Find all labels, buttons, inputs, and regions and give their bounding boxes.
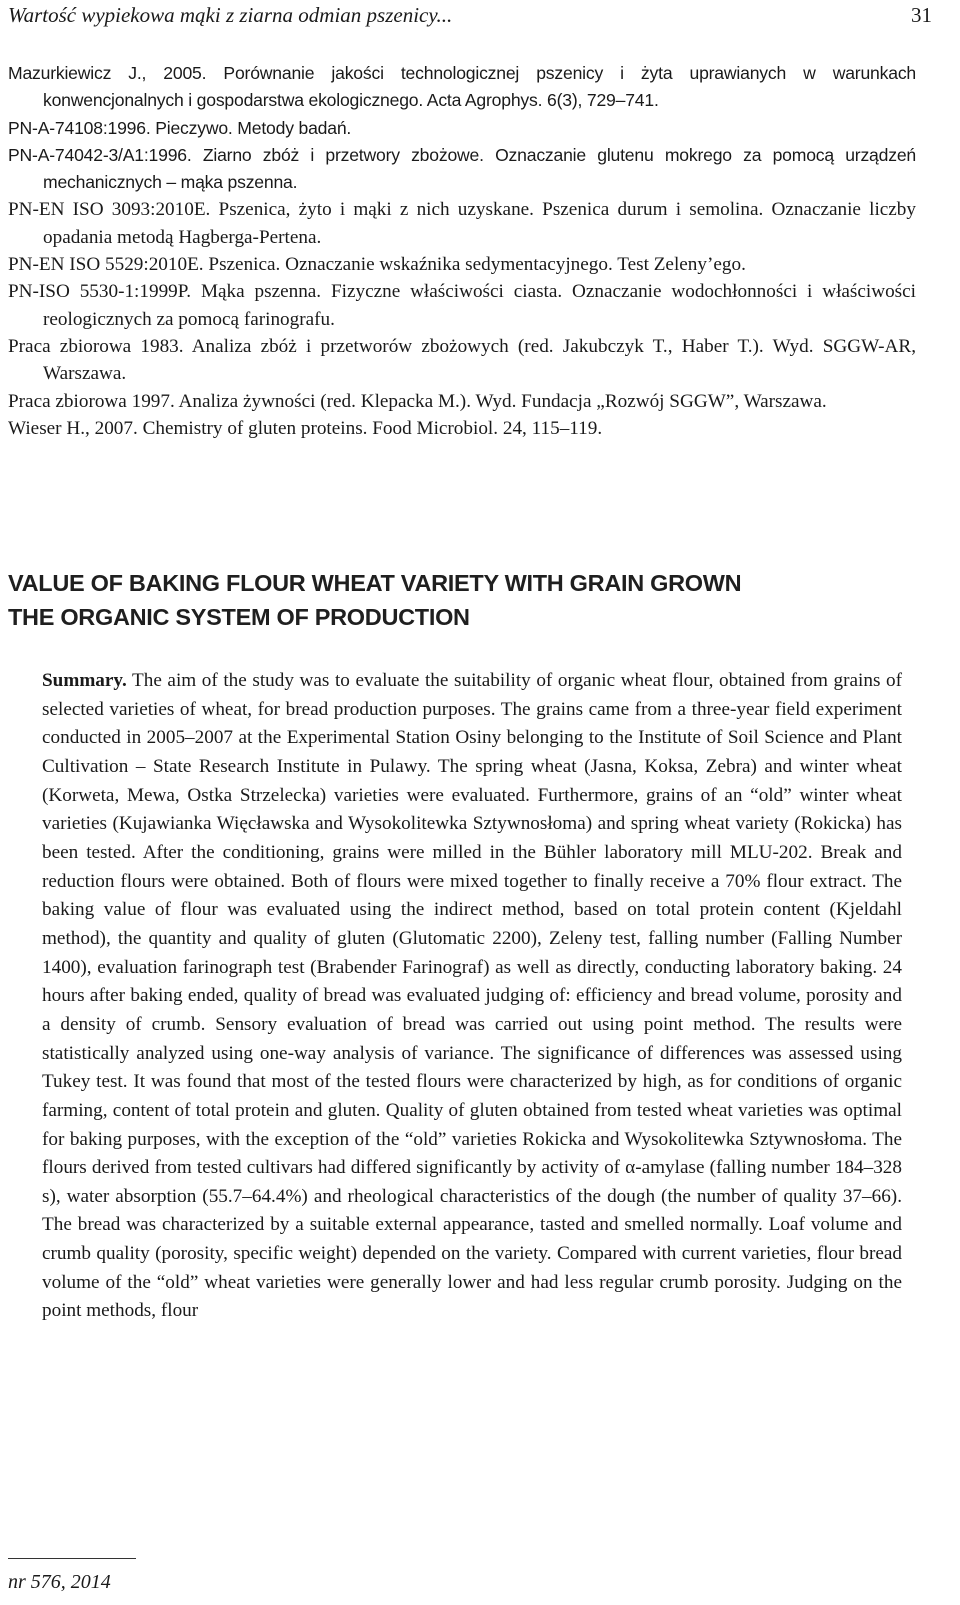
- english-title-line-2: THE ORGANIC SYSTEM OF PRODUCTION: [8, 604, 470, 630]
- reference-item: PN-EN ISO 3093:2010E. Pszenica, żyto i mąki z nich uzyskane. Pszenica durum i semolina. Oznaczanie liczby opadania metodą Hagberga-Pertena.: [8, 199, 916, 248]
- english-title: [8, 566, 908, 634]
- english-title-line-1: VALUE OF BAKING FLOUR WHEAT VARIETY WITH GRAIN GROWN: [8, 570, 742, 596]
- running-title: Wartość wypiekowa mąki z ziarna odmian pszenicy...: [8, 3, 453, 27]
- reference-list: [8, 60, 916, 442]
- reference-item: Mazurkiewicz J., 2005. Porównanie jakości technologicznej pszenicy i żyta uprawianych w warunkach konwencjonalnych i gospodarstwa ekologicznego. Acta Agrophys. 6(3), 729–741.: [8, 63, 916, 111]
- reference-item: Praca zbiorowa 1983. Analiza zbóż i przetworów zbożowych (red. Jakubczyk T., Haber T.). Wyd. SGGW-AR, Warszawa.: [8, 335, 916, 385]
- reference-item: PN-EN ISO 5529:2010E. Pszenica. Oznaczanie wskaźnika sedymentacyjnego. Test Zeleny’ego.: [8, 254, 746, 276]
- summary-paragraph: [42, 667, 902, 1326]
- reference-item: PN-A-74108:1996. Pieczywo. Metody badań.: [8, 117, 352, 138]
- footer-issue: nr 576, 2014: [8, 1571, 111, 1593]
- reference-item: PN-ISO 5530-1:1999P. Mąka pszenna. Fizyczne właściwości ciasta. Oznaczanie wodochłonności i właściwości reologicznych za pomocą farinografu.: [8, 281, 916, 330]
- reference-item: Praca zbiorowa 1997. Analiza żywności (red. Klepacka M.). Wyd. Fundacja „Rozwój SGGW”, Warszawa.: [8, 390, 827, 412]
- reference-item: PN-A-74042-3/A1:1996. Ziarno zbóż i przetwory zbożowe. Oznaczanie glutenu mokrego za pomocą urządzeń mechanicznych – mąka pszenna.: [8, 144, 916, 193]
- running-head: [8, 2, 932, 28]
- reference-item: Wieser H., 2007. Chemistry of gluten proteins. Food Microbiol. 24, 115–119.: [8, 417, 603, 439]
- summary-lead: Summary.: [42, 670, 127, 691]
- summary-text: The aim of the study was to evaluate the suitability of organic wheat flour, obtained from grains of selected varieties of wheat, for bread production purposes. The grains came from a three-year field experiment conducted in 2005–2007 at the Experimental Station Osiny belonging to the Institute of Soil Science and Plant Cultivation – State Research Institute in Pulawy. The spring wheat (Jasna, Koksa, Zebra) and winter wheat (Korweta, Mewa, Ostka Strzelecka) varieties were evaluated. Furthermore, grains of an “old” winter wheat varieties (Kujawianka Więcławska and Wysokolitewka Sztywnosłoma) and spring wheat variety (Rokicka) has been tested. After the conditioning, grains were milled in the Bühler laboratory mill MLU-202. Break and reduction flours were obtained. Both of flours were mixed together to finally receive a 70% flour extract. The baking value of flour was evaluated using the indirect method, based on total protein content (Kjeldahl method), the quantity and quality of gluten (Glutomatic 2200), Zeleny test, falling number (Falling Number 1400), evaluation farinograph test (Brabender Farinograf) as well as directly, conducting laboratory baking. 24 hours after baking ended, quality of bread was evaluated judging of: efficiency and bread volume, porosity and a density of crumb. Sensory evaluation of bread was carried out using point method. The results were statistically analyzed using one-way analysis of variance. The significance of differences was assessed using Tukey test. It was found that most of the tested flours were characterized by high, as for conditions of organic farming, content of total protein and gluten. Quality of gluten obtained from tested wheat varieties was optimal for baking purposes, with the exception of the “old” varieties Rokicka and Wysokolitewka Sztywnosłoma. The flours derived from tested cultivars had differed significantly by activity of α-amylase (falling number 184–328 s), water absorption (55.7–64.4%) and rheological characteristics of the dough (the number of quality 37–66). The bread was characterized by a suitable external appearance, tasted and smelled normally. Loaf volume and crumb quality (porosity, specific weight) depended on the variety. Compared with current varieties, flour bread volume of the “old” wheat varieties were generally lower and had less regular crumb porosity. Judging on the point methods, flour: [42, 670, 902, 1322]
- footer-rule: [8, 1558, 136, 1559]
- page-number: 31: [911, 3, 932, 27]
